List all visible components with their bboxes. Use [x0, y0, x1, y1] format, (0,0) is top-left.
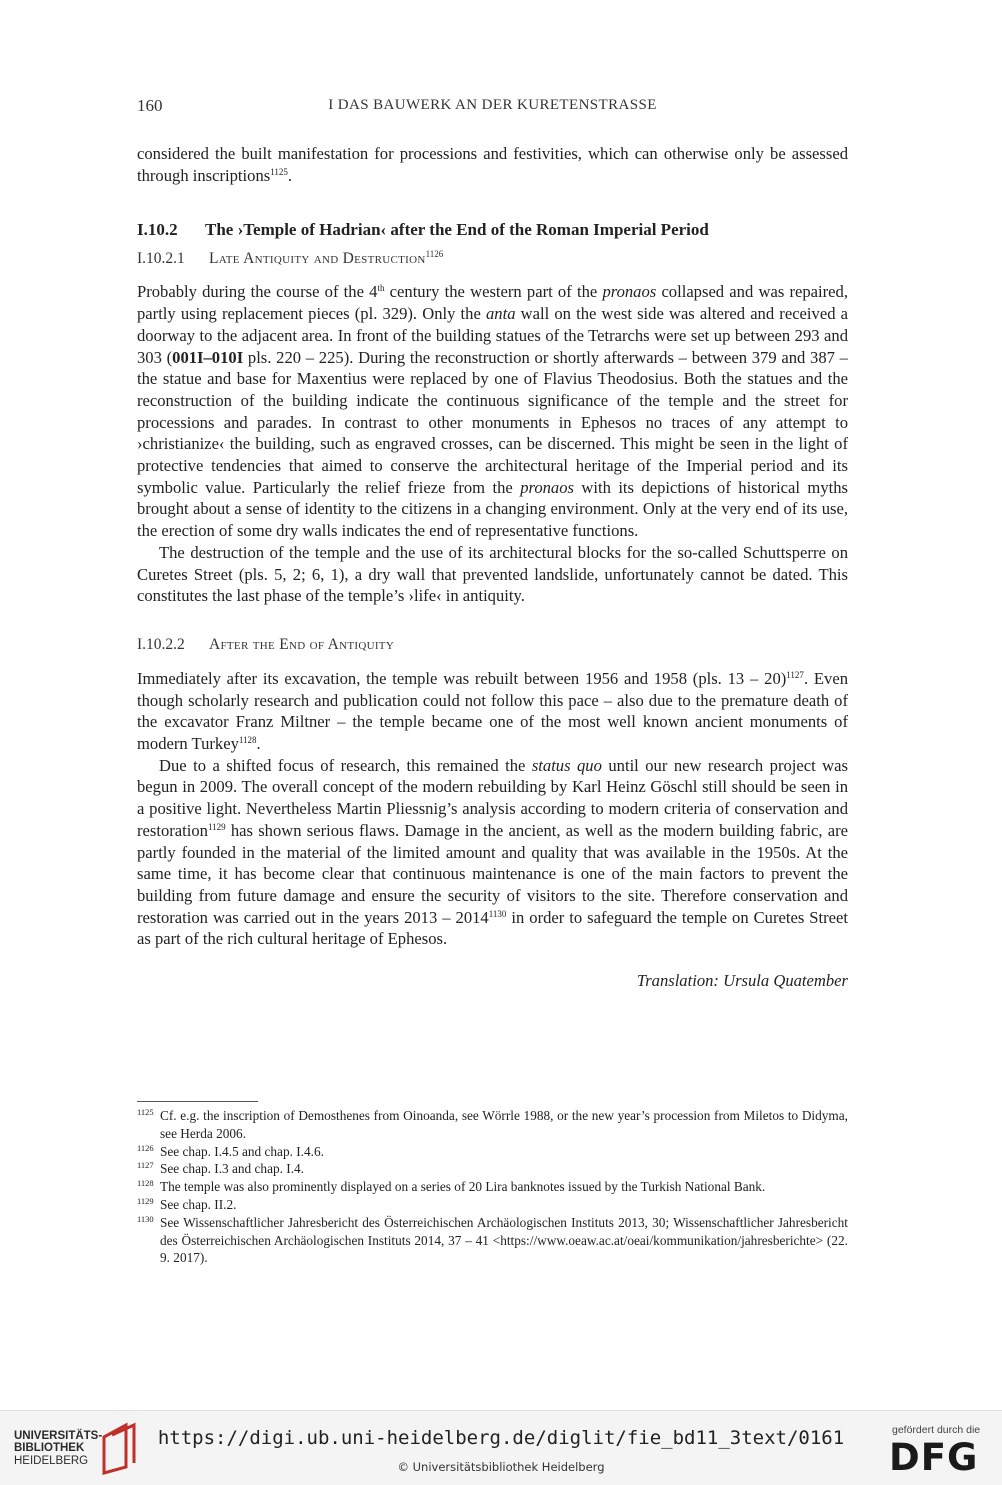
ub-heidelberg-logo[interactable]: UNIVERSITÄTS- BIBLIOTHEK HEIDELBERG — [14, 1430, 103, 1467]
main-text — [137, 143, 848, 992]
footnote-ref[interactable]: 1127 — [786, 669, 804, 680]
footnote: 1126 See chap. I.4.5 and chap. I.4.6. — [137, 1142, 324, 1159]
permalink-url[interactable]: https://digi.ub.uni-heidelberg.de/diglit/fie_bd11_3text/0161 — [157, 1427, 845, 1449]
paragraph-research-project: Due to a shifted focus of research, this remained the status quo until our new research project was begun in 2009. The overall concept of the modern rebuilding by Karl Heinz Göschl still should be seen in a positive light. Nevertheless Martin Pliessnig’s analysis according to modern criteria of conservation and restoration$^{1129}$ has shown serious flaws. Damage in the ancient, as well as the modern building fabric, are partly founded in the material of the limited amount and quality that was available in the 1950s. At the same time, it has become clear that continuous maintenance is one of the main factors to prevent the building from future damage and ensure the security of visitors to the site. Therefore conservation and restoration was carried out in the years $2013 - 2014^{1130}$ in order to safeguard the temple on Curetes Street as part of the rich cultural heritage of Ephesos. — [137, 755, 848, 949]
page-number: 160 — [137, 96, 163, 115]
running-head — [137, 96, 848, 120]
viewer-footer — [0, 1410, 1002, 1485]
footnote-ref[interactable]: 1130 — [488, 908, 507, 919]
footnote: 1128 The temple was also prominently displayed on a series of 20 Lira banknotes issued by the Turkish National Bank. — [137, 1178, 766, 1195]
footnote: 1125 Cf. e.g. the inscription of Demosthenes from Oinoanda, see Wörrle 1988, or the new year’s procession from Miletos to Didyma, see Herda 2006. — [137, 1107, 848, 1141]
footnotes — [137, 1107, 848, 1267]
running-title: I DAS BAUWERK AN DER KURETENSTRASSE — [328, 97, 657, 113]
dfg-logo[interactable]: DFG — [889, 1436, 979, 1479]
footnote-ref[interactable]: 1129 — [207, 821, 226, 832]
translation-credit: Translation: Ursula Quatember — [636, 971, 848, 991]
dfg-funding-note: gefördert durch die — [892, 1424, 981, 1436]
footnote-ref[interactable]: 1125 — [270, 166, 288, 177]
footnote-ref[interactable]: 1126 — [425, 249, 444, 260]
copyright-notice: © Universitätsbibliothek Heidelberg — [397, 1460, 605, 1474]
paragraph-destruction: The destruction of the temple and the use of its architectural blocks for the so-called Schuttsperre on Curetes Street (pls. 5, 2; 6, 1), a dry wall that prevented landslide, unfortunately cannot be dated. This constitutes the last phase of the temple’s ›life‹ in antiquity. — [137, 542, 848, 606]
section-heading: I.10.2 The ›Temple of Hadrian‹ after the End of the Roman Imperial Period — [137, 220, 709, 240]
footnote: 1129 See chap. II.2. — [137, 1195, 237, 1212]
paragraph-rebuilding: Immediately after its excavation, the temple was rebuilt between 1956 and 1958 (pls. 13 – 20)$^{1127}$. Even though scholarly research and publication could not follow this pace – also due to the premature death of the excavator Franz Miltner – the temple became one of the most well known ancient monuments of modern Turkey$^{1128}$. — [137, 668, 848, 754]
paragraph-late-antiquity: Probably during the course of the 4th century the western part of the pronaos collapsed and was repaired, partly using replacement pieces (pl. 329). Only the anta wall on the west side was altered and received a doorway to the adjacent area. In front of the building statues of the Tetrarchs were set up between 293 and 303 (001I–010I pls. 220 – 225). During the reconstruction or shortly afterwards – between 379 and 387 – the statue and base for Maxentius were replaced by one of Flavius Theodosius. Both the statues and the reconstruction of the building indicate the continuous significance of the temple and the street for processions and parades. In contrast to other monuments in Ephesos no traces of any attempt to ›christianize‹ the building, such as engraved crosses, can be discerned. This might be seen in the light of protective tendencies that aimed to conserve the architectural heritage of the Imperial period and its symbolic value. Particularly the relief frieze from the pronaos with its depictions of historical myths brought about a sense of identity to the citizens in a changing environment. Only at the very end of its use, the erection of some dry walls indicates the end of representative functions. — [137, 282, 848, 541]
footnote: 1130 See Wissenschaftlicher Jahresbericht des Österreichischen Archäologischen Instituts 2013, 30; Wissenschaftlicher Jahresbericht des Österreichischen Archäologischen Instituts 2014, 37 – 41 <https://www.oeaw.ac.at/oeai/kommunikation/jahresberichte> (22. 9. 2017). — [137, 1213, 848, 1266]
subsection-heading-after-antiquity: I.10.2.2 After the End of Antiquity — [137, 635, 395, 653]
intro-paragraph: considered the built manifestation for processions and festivities, which can otherwise only be assessed through inscriptions$^{1125}$. — [137, 144, 848, 185]
footnote: 1127 See chap. I.3 and chap. I.4. — [137, 1160, 304, 1177]
subsection-heading-late-antiquity: I.10.2.1 Late Antiquity and Destruction$^{1126}$ — [137, 249, 444, 268]
footnote-ref[interactable]: 1128 — [238, 735, 257, 746]
footnote-divider — [137, 1101, 258, 1102]
